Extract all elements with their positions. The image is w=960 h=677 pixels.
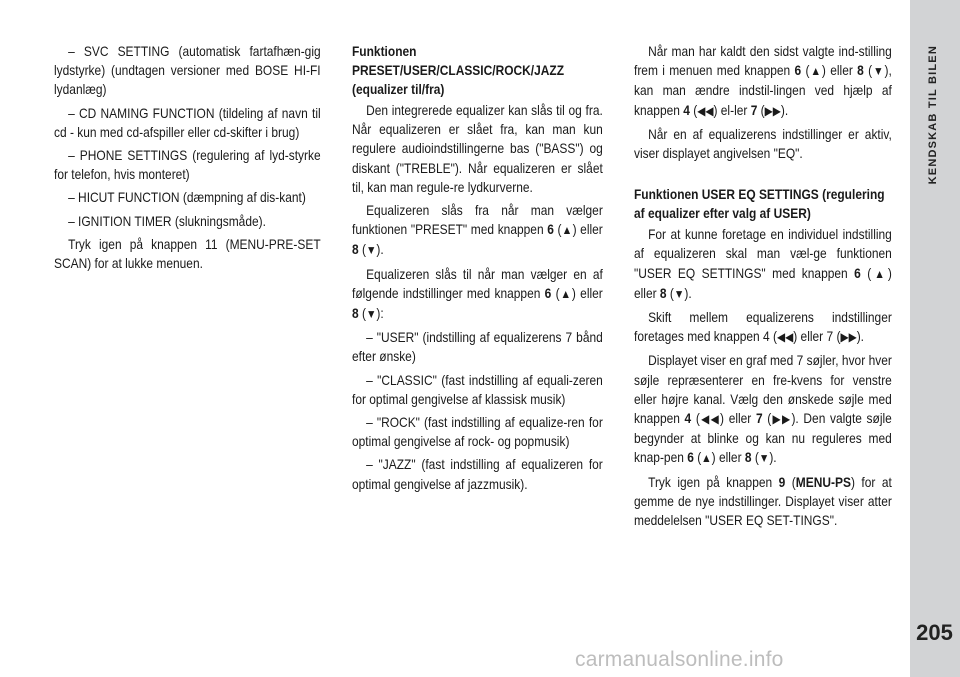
key-number: 8 (352, 242, 359, 258)
paragraph: Den integrerede equalizer kan slås til og fra. Når equalizeren er slået fra, kan man kun regulere audioindstillingerne bas ("BASS") og diskant ("TREBLE"). Når equalizeren er slået til, kan man regule-re lydkurverne. (352, 103, 603, 195)
column-2 (352, 42, 603, 498)
text: ( (760, 102, 765, 118)
paragraph: Tryk igen på knappen 11 (MENU-PRE-SET SCAN) for at lukke menuen. (54, 236, 321, 272)
up-arrow-icon: ▲ (559, 286, 572, 301)
paragraph (634, 308, 892, 347)
column-3 (634, 42, 892, 534)
text: ( (693, 102, 698, 118)
key-number: 9 (778, 474, 786, 490)
forward-icon: ▶▶ (840, 330, 857, 345)
paragraph: – HICUT FUNCTION (dæmpning af dis-kant) (68, 190, 306, 206)
text: ( (791, 474, 796, 490)
text: Skift mellem equalizerens indstillinger foretages med knappen 4 ( (634, 310, 892, 345)
up-arrow-icon: ▲ (561, 223, 573, 238)
text: ( (555, 285, 560, 301)
text: ). (856, 329, 865, 345)
text: ( (754, 450, 759, 466)
down-arrow-icon: ▼ (365, 307, 377, 322)
text: ). (780, 102, 789, 118)
text: Displayet viser en graf med 7 søjler, hvor hver søjle repræsenterer en fre-kvens for venstre eller højre kanal. Vælg den ønskede søjle med knappen (634, 353, 892, 427)
key-number: 8 (352, 306, 359, 322)
down-arrow-icon: ▼ (758, 451, 770, 466)
text: ) eller (711, 450, 742, 466)
text: ). (684, 285, 692, 301)
text: Equalizeren slås fra når man vælger funktionen "PRESET" med knappen (352, 203, 603, 238)
down-arrow-icon: ▼ (365, 243, 377, 258)
text: ( (361, 306, 366, 322)
rewind-icon: ◀◀ (699, 412, 721, 427)
paragraph (352, 265, 603, 325)
up-arrow-icon: ▲ (871, 266, 888, 281)
key-number: 6 (854, 265, 861, 281)
watermark: carmanualsonline.info (575, 648, 784, 671)
paragraph: – CD NAMING FUNCTION (tildeling af navn til cd - kun med cd-afspiller eller cd-skifter i brug) (54, 105, 321, 140)
text: ) eller (720, 411, 752, 427)
key-number: 6 (687, 450, 694, 466)
rewind-icon: ◀◀ (776, 330, 794, 345)
text: ), kan man ændre indstil-lingen ved hjælp af knappen (634, 63, 892, 118)
key-number: 6 (544, 285, 552, 301)
text: ) el-ler (713, 102, 748, 118)
paragraph (634, 351, 892, 468)
key-number: 4 (684, 411, 692, 427)
list-item: – "ROCK" (fast indstilling af equalize-ren for optimal gengivelse af rock- og popmusik) (352, 415, 603, 450)
text: ( (557, 222, 562, 238)
text: ) eller 7 ( (793, 329, 841, 345)
text: ( (361, 242, 366, 258)
paragraph (352, 201, 603, 261)
down-arrow-icon: ▼ (673, 286, 685, 301)
key-number: 7 (755, 411, 763, 427)
key-label: MENU-PS (795, 474, 851, 490)
text: ). (376, 242, 384, 258)
paragraph (634, 42, 892, 121)
section-heading: Funktionen PRESET/USER/CLASSIC/ROCK/JAZZ (equalizer til/fra) (352, 44, 565, 97)
up-arrow-icon: ▲ (701, 451, 712, 466)
column-1 (54, 42, 321, 277)
text: ). Den valgte søjle begynder at blinke og kan nu reguleres med knap-pen (634, 411, 892, 466)
text: ). (769, 450, 777, 466)
key-number: 8 (857, 63, 864, 79)
up-arrow-icon: ▲ (809, 64, 822, 79)
list-item: – "JAZZ" (fast indstilling af equalizeren for optimal gengivelse af jazzmusik). (352, 457, 603, 492)
text: ( (695, 411, 700, 427)
section-label: KENDSKAB TIL BILEN (927, 45, 939, 185)
list-item: – "CLASSIC" (fast indstilling af equali-zeren for optimal gengivelse af klassisk musik) (352, 372, 603, 407)
text: ) eller (821, 63, 853, 79)
text: ) eller (571, 285, 603, 301)
paragraph (634, 473, 892, 531)
text: Equalizeren slås til når man vælger en af følgende indstillinger med knappen (352, 266, 603, 301)
key-number: 8 (744, 450, 752, 466)
forward-icon: ▶▶ (771, 412, 792, 427)
text: ): (376, 306, 384, 322)
paragraph: – IGNITION TIMER (slukningsmåde). (68, 213, 266, 229)
paragraph: Når en af equalizerens indstillinger er aktiv, viser displayet angivelsen "EQ". (634, 126, 892, 162)
paragraph: – PHONE SETTINGS (regulering af lyd-styrke for telefon, hvis monteret) (54, 148, 321, 183)
text: ( (767, 411, 772, 427)
page-number: 205 (916, 620, 953, 645)
text: ( (805, 63, 810, 79)
section-heading: Funktionen USER EQ SETTINGS (regulering af equalizer efter valg af USER) (634, 187, 885, 222)
rewind-icon: ◀◀ (697, 103, 714, 118)
key-number: 4 (683, 102, 690, 118)
text: Når man har kaldt den sidst valgte ind-stilling frem i menuen med knappen (634, 44, 892, 79)
text: ( (669, 285, 674, 301)
text: ) eller (572, 222, 603, 238)
paragraph (634, 225, 892, 304)
down-arrow-icon: ▼ (872, 64, 885, 79)
key-number: 7 (750, 102, 758, 118)
key-number: 8 (659, 285, 667, 301)
key-number: 6 (794, 63, 802, 79)
text: ) eller (634, 265, 892, 301)
forward-icon: ▶▶ (764, 103, 781, 118)
text: ) for at gemme de nye indstillinger. Displayet viser atter meddelelsen "USER EQ SET-TINGS". (634, 474, 892, 529)
text: ( (697, 450, 702, 466)
list-item: – "USER" (indstilling af equalizerens 7 bånd efter ønske) (352, 330, 603, 365)
text: ( (867, 265, 872, 281)
text: ( (868, 63, 873, 79)
text: Tryk igen på knappen (648, 474, 773, 490)
text: For at kunne foretage en individuel indstilling af equalizeren skal man væl-ge funktionen "USER EQ SETTINGS" med knappen (634, 227, 892, 281)
paragraph: – SVC SETTING (automatisk fartafhæn-gig lydstyrke) (undtagen versioner med BOSE HI-FI lydanlæg) (54, 44, 321, 98)
key-number: 6 (547, 222, 554, 238)
